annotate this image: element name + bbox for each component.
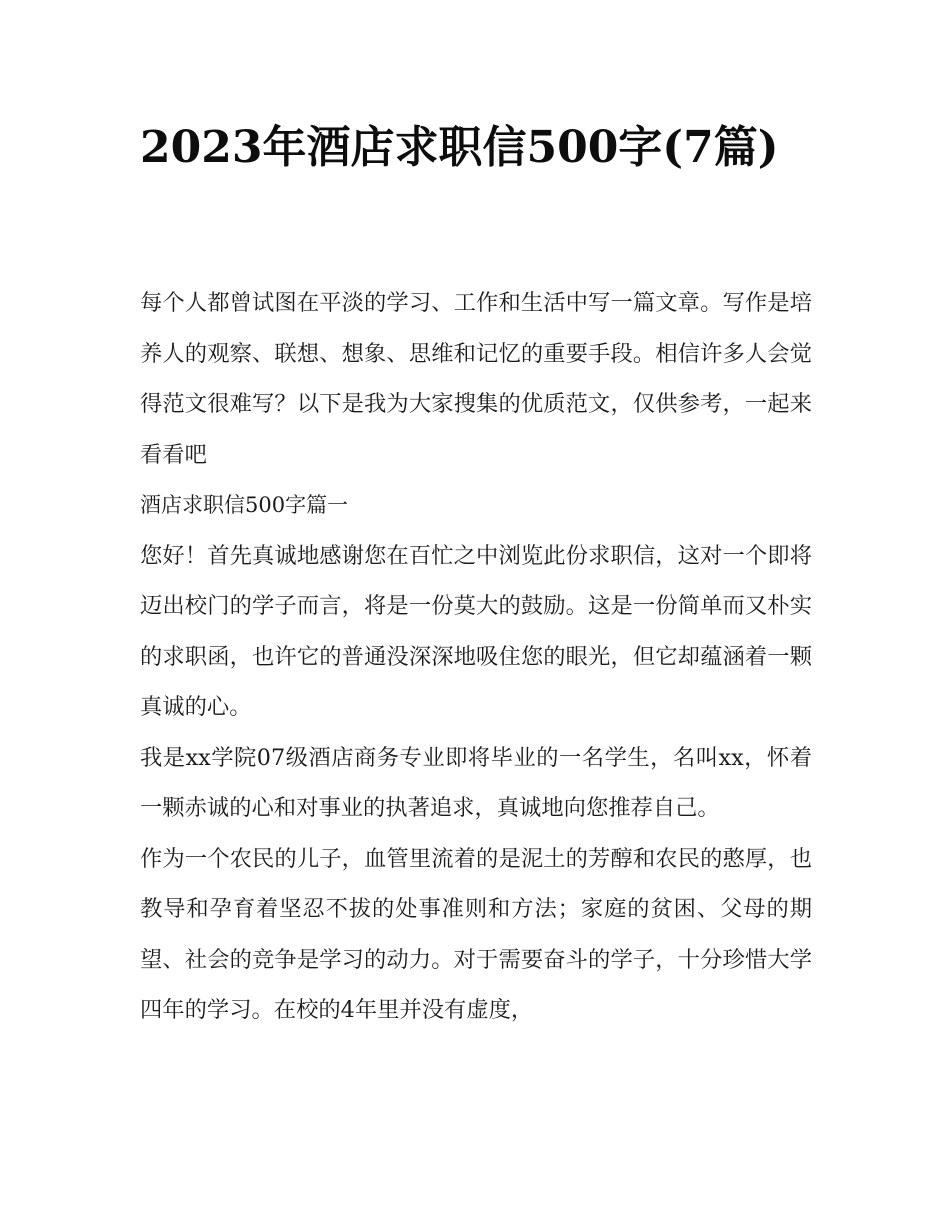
body-paragraph-2: 我是xx学院07级酒店商务专业即将毕业的一名学生，名叫xx，怀着一颗赤诚的心和对事业的执著追求，真诚地向您推荐自己。 (140, 744, 812, 821)
document-body (140, 278, 812, 1036)
document-title: 2023年酒店求职信500字(7篇) (140, 122, 779, 173)
body-paragraph-1: 您好！首先真诚地感谢您在百忙之中浏览此份求职信，这对一个即将迈出校门的学子而言，将是一份莫大的鼓励。这是一份简单而又朴实的求职函，也许它的普通没深深地吸住您的眼光，但它却蕴涵着一颗真诚的心。 (140, 542, 812, 720)
intro-paragraph: 每个人都曾试图在平淡的学习、工作和生活中写一篇文章。写作是培养人的观察、联想、想象、思维和记忆的重要手段。相信许多人会觉得范文很难写？以下是我为大家搜集的优质范文，仅供参考，一起来看看吧 (140, 290, 812, 468)
section-heading: 酒店求职信500字篇一 (140, 493, 349, 517)
body-paragraph-3: 作为一个农民的儿子，血管里流着的是泥土的芳醇和农民的憨厚，也教导和孕育着坚忍不拔的处事准则和方法；家庭的贫困、父母的期望、社会的竞争是学习的动力。对于需要奋斗的学子，十分珍惜大学四年的学习。在校的4年里并没有虚度， (140, 845, 812, 1023)
